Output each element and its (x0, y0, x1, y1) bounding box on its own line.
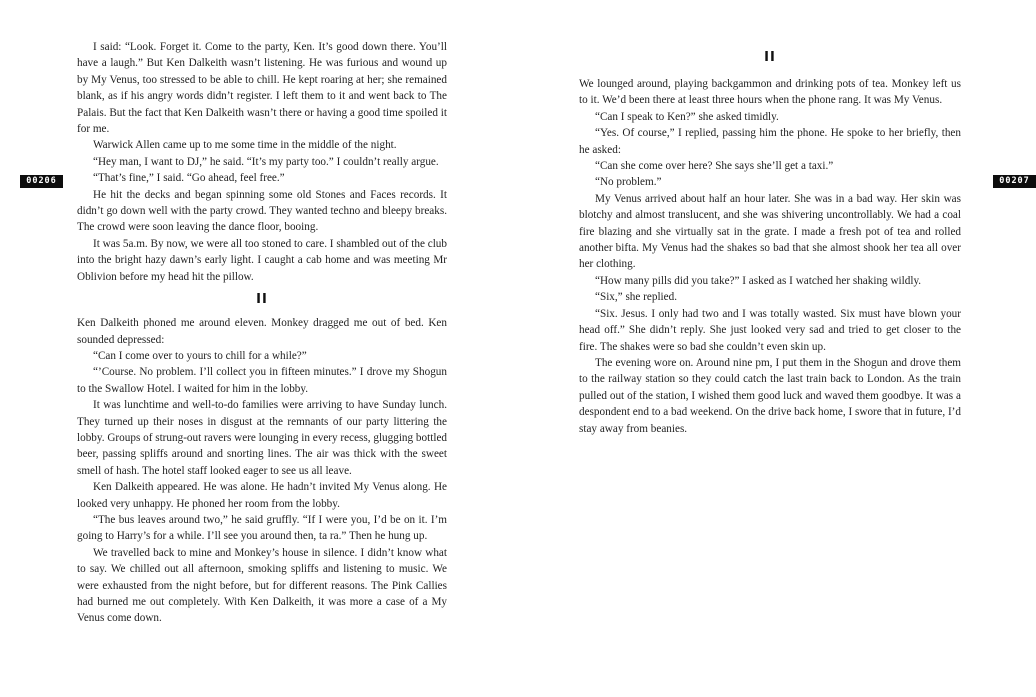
paragraph: “Can I speak to Ken?” she asked timidly. (595, 110, 779, 123)
paragraph: The evening wore on. Around nine pm, I put them in the Shogun and drove them to the railway station so they could catch the last train back to London. As the train pulled out of the station, I wished them good luck and waved them goodbye. It was a despondent end to a bad weekend. On the drive back home, I swore that in future, I’d stay away from beanies. (579, 356, 961, 435)
section-break: II (256, 292, 268, 308)
paragraph: “Six,” she replied. (595, 291, 678, 304)
body-text (77, 39, 447, 627)
paragraph: My Venus arrived about half an hour later. She was in a bad way. Her skin was blotchy and almost translucent, and she was shivering uncontrollably. We had a coal fire blazing and she virtually sat in the grate. I made a fresh pot of tea and rolled another bifta. My Venus had the shakes so bad that she almost shook her tea all over her clothing. (579, 192, 961, 271)
paragraph: Warwick Allen came up to me some time in the middle of the night. (93, 139, 397, 152)
left-page (0, 0, 512, 697)
body-text (579, 48, 961, 437)
paragraph: “How many pills did you take?” I asked as I watched her shaking wildly. (595, 274, 922, 287)
paragraph: “The bus leaves around two,” he said gruffly. “If I were you, I’d be on it. I’m going to Harry’s for a while. I’ll see you around then, ta ra.” Then he hung up. (77, 513, 447, 543)
paragraph: “That’s fine,” I said. “Go ahead, feel free.” (93, 172, 285, 185)
paragraph: It was 5a.m. By now, we were all too stoned to care. I shambled out of the club into the bright hazy dawn’s early light. I caught a cab home and was meeting Mr Oblivion before my head hit the pillow. (77, 237, 447, 283)
paragraph: I said: “Look. Forget it. Come to the party, Ken. It’s good down there. You’ll have a laugh.” But Ken Dalkeith wasn’t listening. He was furious and wound up by My Venus, too stressed to be able to chill. He kept roaring at her; she remained blank, as if his angry words didn’t register. I left them to it and went back to The Palais. But the fact that Ken Dalkeith wasn’t there or having a good time spoiled it for me. (77, 41, 447, 136)
page-number: 00207 (993, 175, 1036, 188)
paragraph: “Can she come over here? She says she’ll get a taxi.” (595, 160, 834, 173)
paragraph: “No problem.” (595, 176, 662, 189)
paragraph: We travelled back to mine and Monkey’s house in silence. I didn’t know what to say. We chilled out all afternoon, smoking spliffs and listening to music. We were exhausted from the night before, but for different reasons. The Pink Callies had burned me out completely. With Ken Dalkeith, it was more a case of a My Venus come down. (77, 546, 447, 625)
section-break: II (764, 50, 776, 65)
paragraph: Ken Dalkeith phoned me around eleven. Monkey dragged me out of bed. Ken sounded depressed: (77, 317, 447, 346)
paragraph: “’Course. No problem. I’ll collect you in fifteen minutes.” I drove my Shogun to the Swallow Hotel. I waited for him in the lobby. (77, 366, 447, 395)
paragraph: Ken Dalkeith appeared. He was alone. He hadn’t invited My Venus along. He looked very unhappy. He phoned her room from the lobby. (77, 481, 447, 510)
paragraph: “Hey man, I want to DJ,” he said. “It’s my party too.” I couldn’t really argue. (93, 155, 439, 168)
paragraph: “Six. Jesus. I only had two and I was totally wasted. Six must have blown your head off.” She didn’t reply. She just looked very sad and tried to get closer to the fire. The shakes were so bad she couldn’t even skin up. (579, 307, 961, 353)
right-page (512, 0, 1030, 697)
paragraph: “Yes. Of course,” I replied, passing him the phone. He spoke to her briefly, then he asked: (579, 127, 961, 156)
paragraph: It was lunchtime and well-to-do families were arriving to have Sunday lunch. They turned up their noses in disgust at the remnants of our party littering the lobby. Groups of strung-out ravers were lounging in every recess, glugging bottled beer, passing spliffs around and snorting lines. The air was thick with the sweet smell of hash. The hotel staff looked eager to see us all leave. (77, 399, 447, 477)
paragraph: We lounged around, playing backgammon and drinking pots of tea. Monkey left us to it. We’d been there at least three hours when the phone rang. It was My Venus. (579, 78, 961, 107)
paragraph: He hit the decks and began spinning some old Stones and Faces records. It didn’t go down well with the party crowd. They wanted techno and bleepy breaks. The crowd were soon leaving the dance floor, booing. (77, 188, 447, 234)
page-number: 00206 (20, 175, 63, 188)
paragraph: “Can I come over to yours to chill for a while?” (93, 349, 307, 362)
